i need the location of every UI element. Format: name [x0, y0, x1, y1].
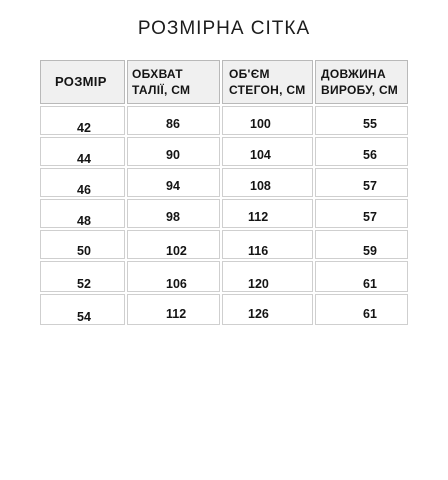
- length-value: 59: [363, 244, 377, 258]
- hips-value: 126: [248, 307, 269, 321]
- table-cell: [40, 230, 125, 259]
- table-cell: [40, 168, 125, 197]
- page-title: РОЗМІРНА СІТКА: [137, 18, 311, 39]
- table-cell: [315, 168, 408, 197]
- hips-value: 108: [250, 179, 271, 193]
- hips-value: 112: [248, 210, 269, 224]
- header-label-waist-line1: ОБХВАТ: [132, 67, 183, 81]
- waist-value: 86: [166, 117, 180, 131]
- header-cell-hips: [222, 60, 313, 104]
- table-cell: [315, 230, 408, 259]
- header-cell-waist: [127, 60, 220, 104]
- table-cell: [222, 230, 313, 259]
- hips-value: 100: [250, 117, 271, 131]
- size-value: 44: [77, 152, 91, 166]
- hips-value: 104: [250, 148, 271, 162]
- size-table: [40, 60, 408, 325]
- table-cell: [40, 261, 125, 292]
- header-label-size: РОЗМІР: [55, 74, 107, 89]
- table-cell: [315, 106, 408, 135]
- waist-value: 102: [166, 244, 187, 258]
- table-cell: [127, 261, 220, 292]
- table-cell: [222, 294, 313, 325]
- table-cell: [127, 168, 220, 197]
- table-cell: [315, 261, 408, 292]
- length-value: 61: [363, 277, 377, 291]
- length-value: 57: [363, 179, 377, 193]
- table-cell: [40, 137, 125, 166]
- length-value: 55: [363, 117, 377, 131]
- table-cell: [127, 106, 220, 135]
- size-value: 46: [77, 183, 91, 197]
- table-cell: [40, 294, 125, 325]
- size-value: 42: [77, 121, 91, 135]
- header-cell-size: [40, 60, 125, 104]
- header-label-waist-line2: ТАЛІЇ, СМ: [132, 83, 191, 97]
- waist-value: 112: [166, 307, 187, 321]
- table-cell: [127, 230, 220, 259]
- size-value: 48: [77, 214, 91, 228]
- table-cell: [222, 137, 313, 166]
- table-cell: [315, 199, 408, 228]
- table-cell: [127, 199, 220, 228]
- size-value: 50: [77, 244, 91, 258]
- length-value: 56: [363, 148, 377, 162]
- hips-value: 120: [248, 277, 269, 291]
- waist-value: 94: [166, 179, 180, 193]
- table-cell: [222, 261, 313, 292]
- waist-value: 90: [166, 148, 180, 162]
- length-value: 57: [363, 210, 377, 224]
- hips-value: 116: [248, 244, 269, 258]
- table-cell: [40, 199, 125, 228]
- header-label-length-line1: ДОВЖИНА: [321, 67, 386, 81]
- size-value: 52: [77, 277, 91, 291]
- table-cell: [40, 106, 125, 135]
- header-label-hips-line1: ОБ'ЄМ: [229, 67, 270, 81]
- header-cell-length: [315, 60, 408, 104]
- table-cell: [315, 294, 408, 325]
- header-label-hips-line2: СТЕГОН, СМ: [229, 83, 306, 97]
- table-cell: [222, 199, 313, 228]
- table-cell: [127, 137, 220, 166]
- size-value: 54: [77, 310, 91, 324]
- length-value: 61: [363, 307, 377, 321]
- table-cell: [127, 294, 220, 325]
- header-label-length-line2: ВИРОБУ, СМ: [321, 83, 399, 97]
- table-cell: [222, 106, 313, 135]
- waist-value: 106: [166, 277, 187, 291]
- waist-value: 98: [166, 210, 180, 224]
- table-cell: [315, 137, 408, 166]
- table-cell: [222, 168, 313, 197]
